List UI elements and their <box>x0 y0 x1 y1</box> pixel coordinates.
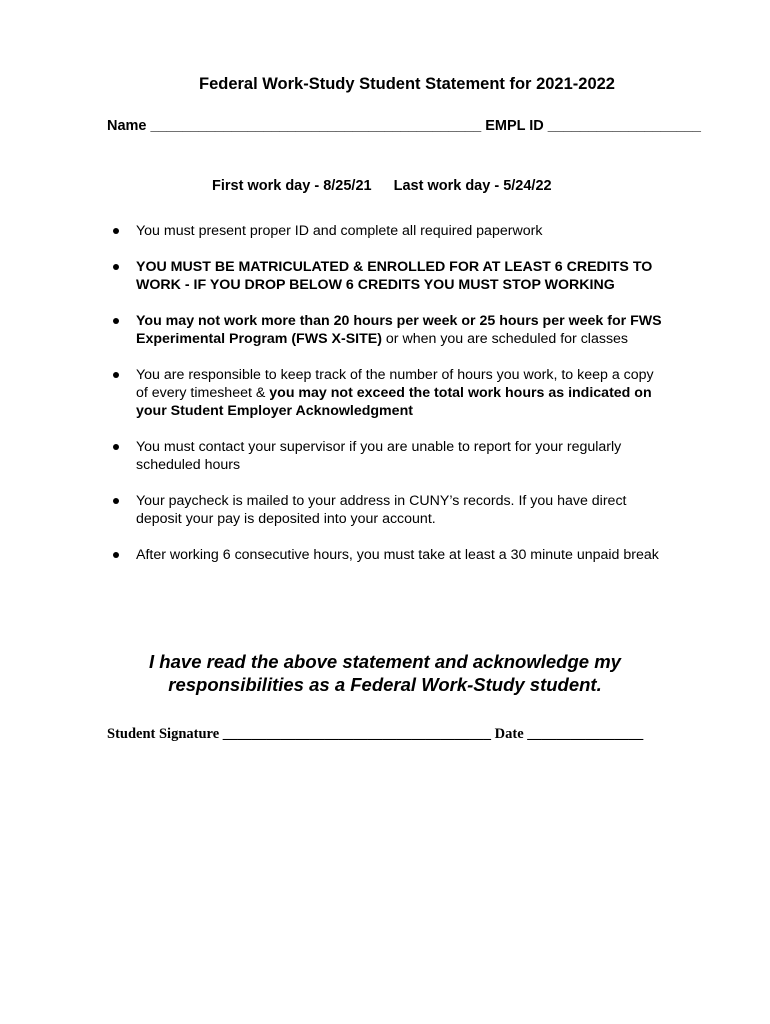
acknowledgment-line-1: I have read the above statement and acknowledge my <box>149 651 621 672</box>
requirement-text: You must present proper ID and complete all required paperwork <box>136 223 543 239</box>
requirement-text: Your paycheck is mailed to your address in CUNY’s records. If you have direct deposit your pay is deposited into your account. <box>136 493 627 527</box>
requirement-text: After working 6 consecutive hours, you must take at least a 30 minute unpaid break <box>136 547 659 563</box>
bullet-dot-icon <box>113 264 119 270</box>
document-title: Federal Work-Study Student Statement for 2021-2022 <box>199 75 615 93</box>
name-label: Name <box>107 118 147 134</box>
empl-id-field[interactable]: ___________________ <box>547 118 702 134</box>
bullet-dot-icon <box>113 552 119 558</box>
bullet-dot-icon <box>113 228 119 234</box>
name-field[interactable]: _________________________________________ <box>150 118 482 134</box>
bullet-dot-icon <box>113 318 119 324</box>
signature-field[interactable]: _____________________________________ <box>222 726 492 742</box>
signature-row <box>107 726 643 743</box>
date-field[interactable]: ________________ <box>527 726 644 742</box>
requirement-item <box>108 222 668 240</box>
acknowledgment-line-2: responsibilities as a Federal Work-Study student. <box>168 674 602 695</box>
requirement-text: You must contact your supervisor if you are unable to report for your regularly scheduled hours <box>136 439 622 473</box>
requirement-text: You may not work more than 20 hours per week or 25 hours per week for FWS Experimental Program (FWS X-SITE) <box>136 313 662 347</box>
bullet-dot-icon <box>113 444 119 450</box>
empl-id-label: EMPL ID <box>485 118 544 134</box>
last-work-day: Last work day - 5/24/22 <box>393 178 552 194</box>
name-empl-row <box>107 118 701 134</box>
work-dates-row <box>212 178 552 194</box>
date-label: Date <box>494 726 524 742</box>
bullet-dot-icon <box>113 372 119 378</box>
requirement-text: or when you are scheduled for classes <box>381 331 629 347</box>
requirement-item <box>108 366 668 420</box>
acknowledgment-statement <box>0 650 770 696</box>
first-work-day: First work day - 8/25/21 <box>212 178 372 194</box>
requirement-item <box>108 438 668 474</box>
bullet-dot-icon <box>113 498 119 504</box>
requirement-item <box>108 258 668 294</box>
requirement-item <box>108 312 668 348</box>
requirement-item <box>108 546 668 564</box>
requirements-list <box>108 222 668 582</box>
requirement-text: you may not exceed the total work hours as indicated on your Student Employer Acknowledgment <box>136 385 652 419</box>
requirement-text: You are responsible to keep track of the number of hours you work, to keep a copy of every timesheet & <box>136 367 654 401</box>
requirement-text: YOU MUST BE MATRICULATED & ENROLLED FOR AT LEAST 6 CREDITS TO WORK - IF YOU DROP BELOW 6 CREDITS YOU MUST STOP WORKING <box>136 259 653 293</box>
signature-label: Student Signature <box>107 726 220 742</box>
requirement-item <box>108 492 668 528</box>
